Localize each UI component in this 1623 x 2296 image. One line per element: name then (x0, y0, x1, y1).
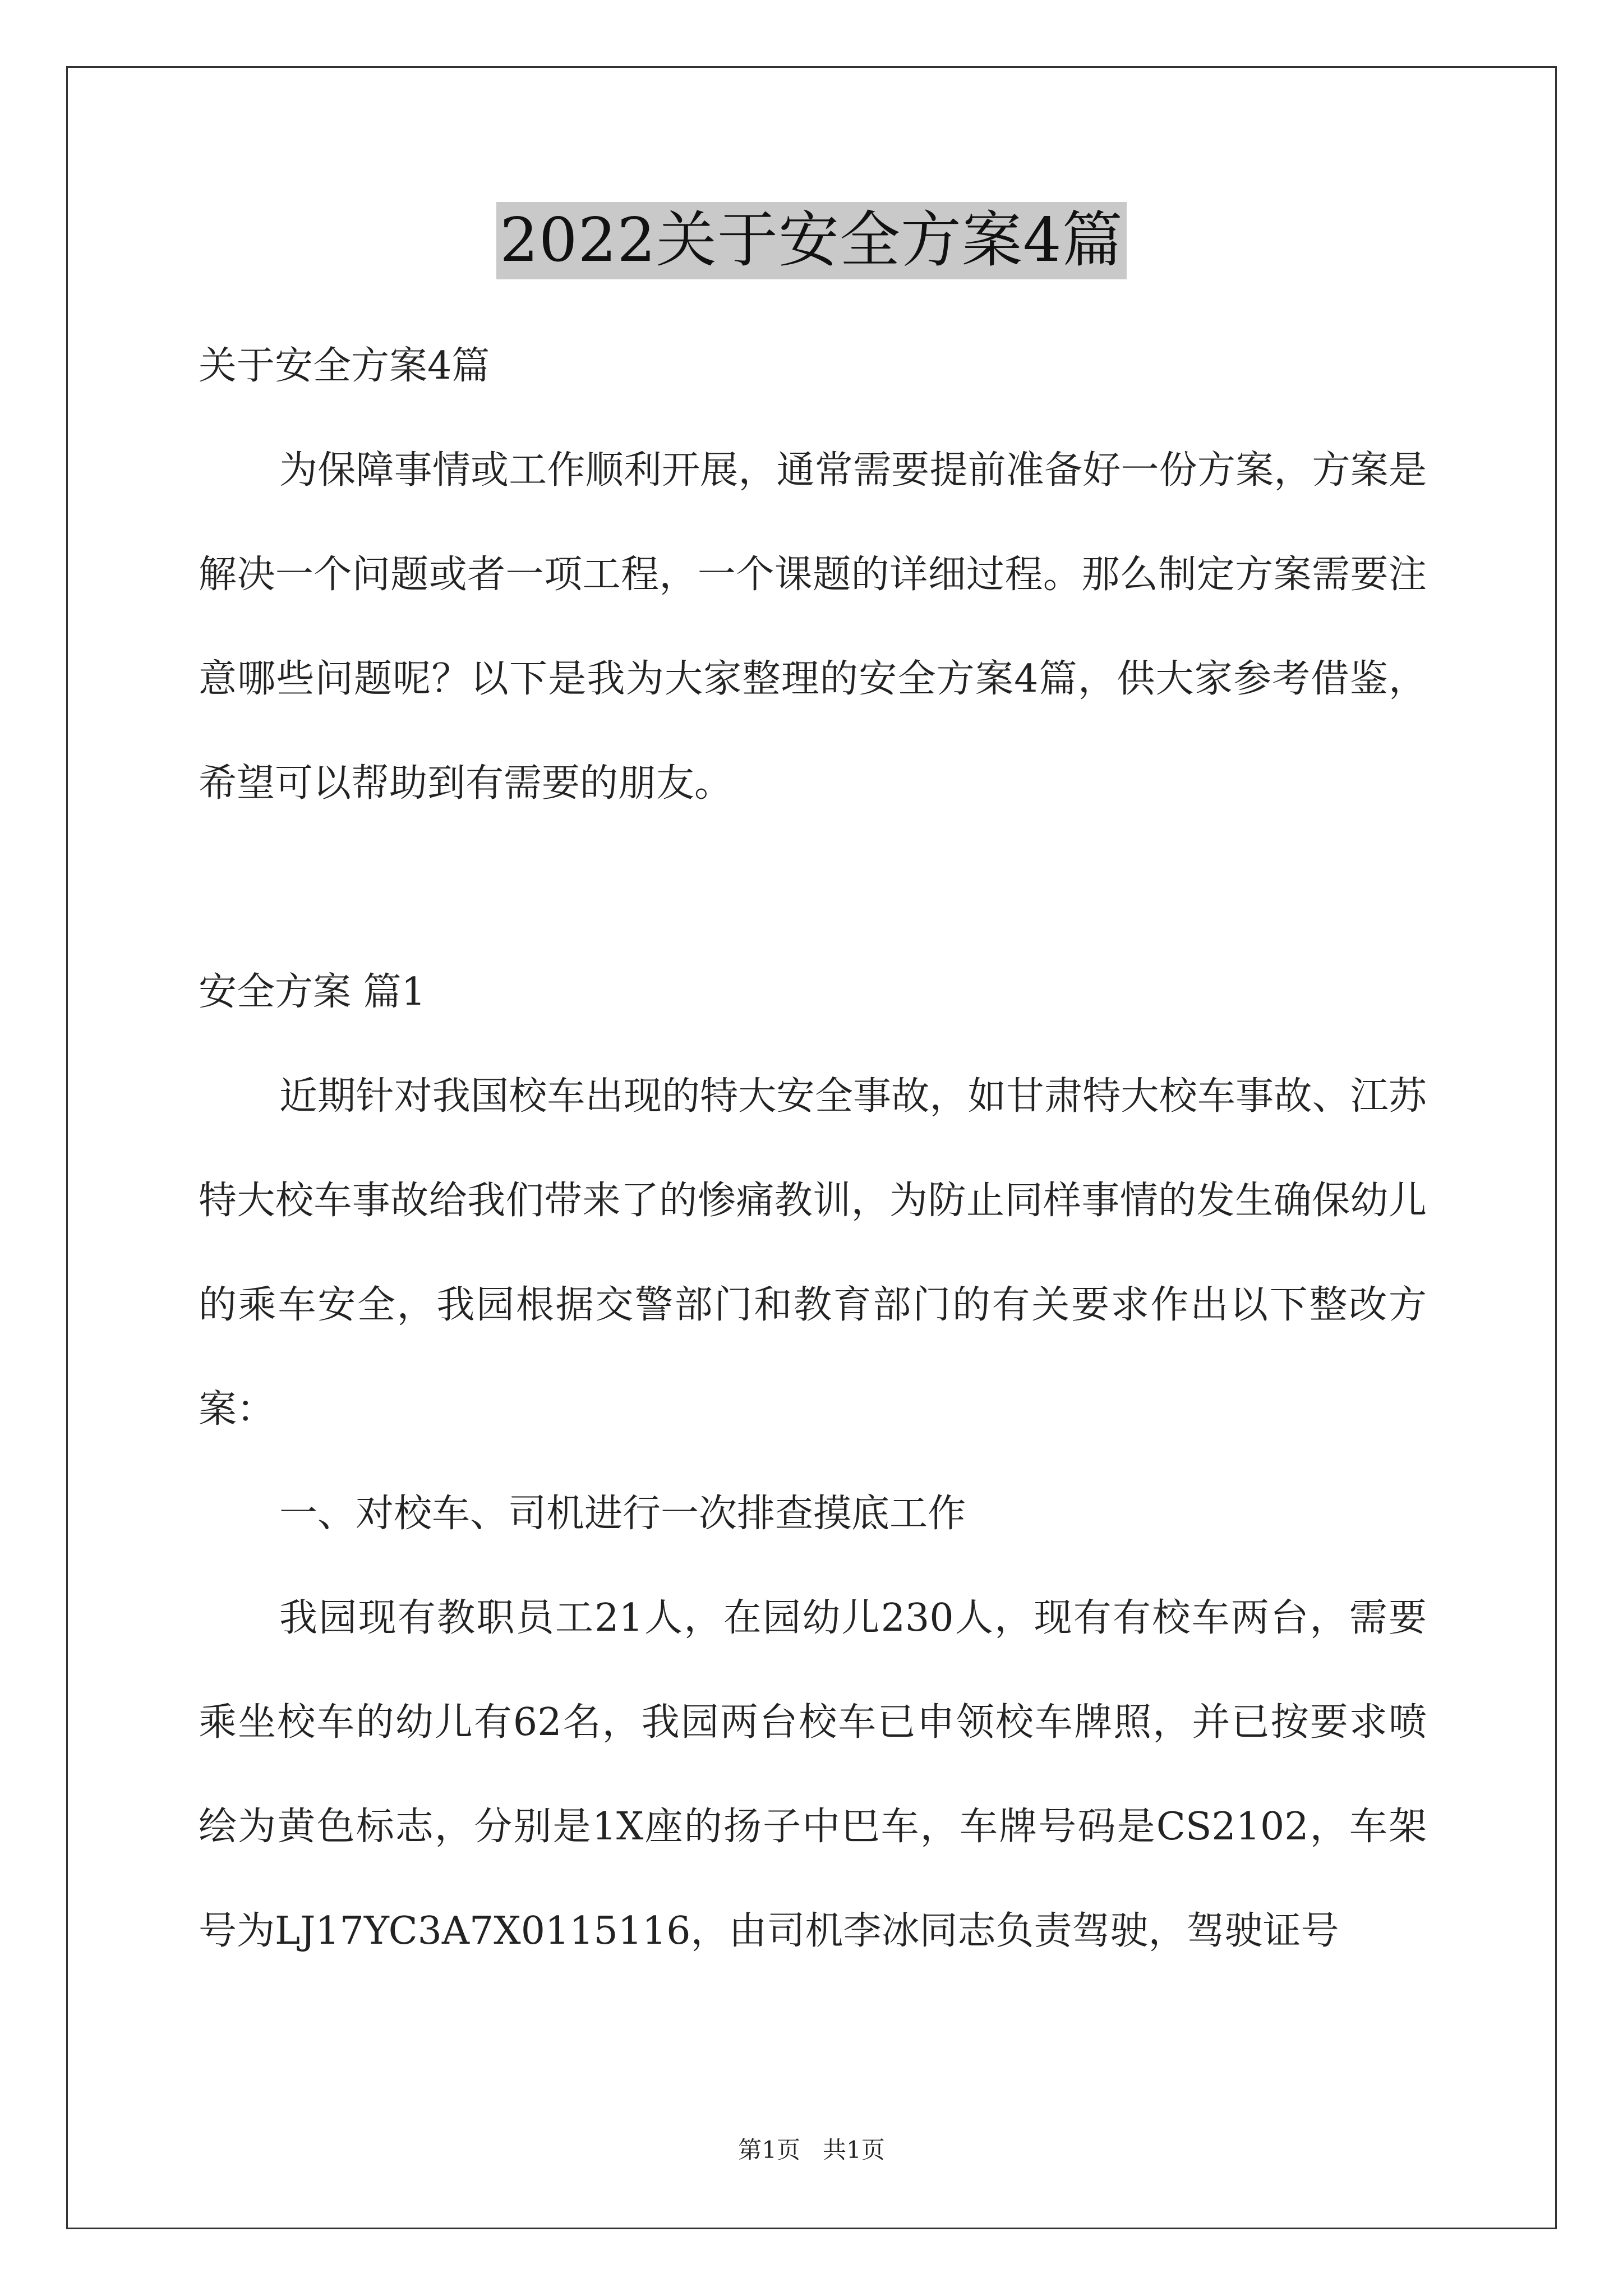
page-footer (0, 2132, 1623, 2165)
body-paragraph: 近期针对我国校车出现的特大安全事故，如甘肃特大校车事故、江苏特大校车事故给我们带来了的惨痛教训，为防止同样事情的发生确保幼儿的乘车安全，我园根据交警部门和教育部门的有关要求作出以下整改方案： (199, 1074, 1427, 1432)
section-heading: 安全方案 篇1 (199, 970, 426, 1014)
subtitle-paragraph: 关于安全方案4篇 (199, 344, 490, 388)
page-number: 第1页 共1页 (738, 2136, 885, 2164)
item-heading: 一、对校车、司机进行一次排查摸底工作 (279, 1492, 966, 1536)
document-body (199, 314, 1427, 1984)
title-wrap (0, 202, 1623, 279)
body-paragraph: 我园现有教职员工21人，在园幼儿230人，现有有校车两台，需要乘坐校车的幼儿有62名，我园两台校车已申领校车牌照，并已按要求喷绘为黄色标志，分别是1X座的扬子中巴车，车牌号码是CS2102，车架号为LJ17YC3A7X0115116，由司机李冰同志负责驾驶，驾驶证号 (199, 1596, 1427, 1953)
intro-paragraph: 为保障事情或工作顺利开展，通常需要提前准备好一份方案，方案是解决一个问题或者一项工程，一个课题的详细过程。那么制定方案需要注意哪些问题呢？以下是我为大家整理的安全方案4篇，供大家参考借鉴，希望可以帮助到有需要的朋友。 (199, 448, 1427, 806)
document-title: 2022关于安全方案4篇 (496, 202, 1127, 279)
